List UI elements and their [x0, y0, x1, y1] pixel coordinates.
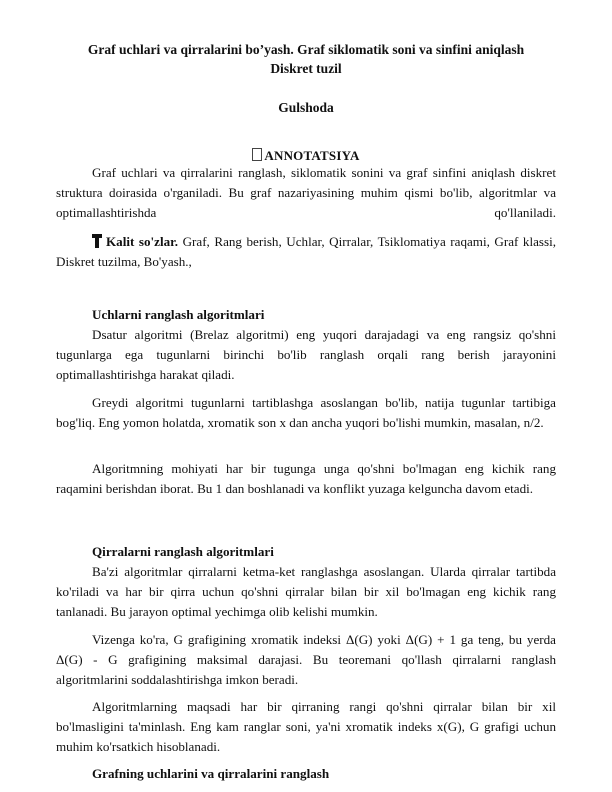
section-heading-vertex-and-edge-coloring: Grafning uchlarini va qirralarini ranglash [92, 766, 330, 781]
author-name: Gulshoda [278, 100, 334, 115]
keywords-text: Graf, Rang berish, Uchlar, Qirralar, Tsiklomatiya raqami, Graf klassi, Diskret tuzilma, Bo'yash., [56, 234, 556, 269]
annotation-paragraph: Graf uchlari va qirralarini ranglash, siklomatik sonini va graf sinfini aniqlash diskret struktura doirasida o'rganiladi. Bu graf nazariyasining muhim qismi bo'lib, algoritmlar va optimallashtirishda qo'llaniladi. [56, 165, 556, 220]
keywords-label: Kalit so'zlar. [106, 234, 179, 249]
section2-paragraph-3: Algoritmlarning maqsadi har bir qirraning rangi qo'shni qirralar bilan bir xil bo'lmasligini ta'minlash. Eng kam ranglar soni, ya'ni xromatik indeks x(G), G grafigi uchun muhim ko'rsatkich hisoblanadi. [56, 699, 556, 754]
section1-paragraph-1: Dsatur algoritmi (Brelaz algoritmi) eng yuqori darajadagi va eng rangsiz qo'shni tugunlarga ega tugunlarni birinchi bo'lib ranglash orqali rang berish jarayonini optimallashtirishga harakat qiladi. [56, 327, 556, 382]
title-line-1: Graf uchlari va qirralarini bo’yash. Graf siklomatik soni va sinfini aniqlash [87, 42, 525, 57]
document-title [70, 40, 542, 78]
annotation-heading [70, 148, 542, 164]
section1-paragraph-2: Greydi algoritmi tugunlarni tartiblashga asoslangan bo'lib, natija tugunlar tartibiga bog'liq. Eng yomon holatda, xromatik son x dan ancha yuqori bo'lishi mumkin, masalan, n/2. [56, 395, 556, 430]
section2-paragraph-2: Vizenga ko'ra, G grafigining xromatik indeksi Δ(G) yoki Δ(G) + 1 ga teng, bu yerda Δ(G) - G grafigining maksimal darajasi. Bu teoremani qo'llash qirralarni ranglash algoritmlarini soddalashtirishga imkon beradi. [56, 632, 556, 687]
section-heading-edge-coloring: Qirralarni ranglash algoritmlari [92, 544, 274, 559]
missing-glyph-icon [252, 148, 262, 161]
section2-paragraph-1: Ba'zi algoritmlar qirralarni ketma-ket ranglashga asoslangan. Ularda qirralar tartibda ko'riladi va har bir qirra uchun qo'shni qirralar bilan bir xil bo'lmagan eng kichik rang tanlanadi. Bu jarayon optimal yechimga olib kelishi mumkin. [56, 564, 556, 619]
keywords-paragraph [56, 232, 556, 272]
section-heading-vertex-coloring: Uchlarni ranglash algoritmlari [92, 307, 265, 322]
annotation-heading-text: ANNOTATSIYA [264, 148, 360, 163]
pin-icon [92, 234, 102, 248]
section1-paragraph-3: Algoritmning mohiyati har bir tugunga unga qo'shni bo'lmagan eng kichik rang raqamini berishdan iborat. Bu 1 dan boshlanadi va konflikt yuzaga kelguncha davom etadi. [56, 461, 556, 496]
title-line-2: Diskret tuzil [270, 61, 342, 76]
